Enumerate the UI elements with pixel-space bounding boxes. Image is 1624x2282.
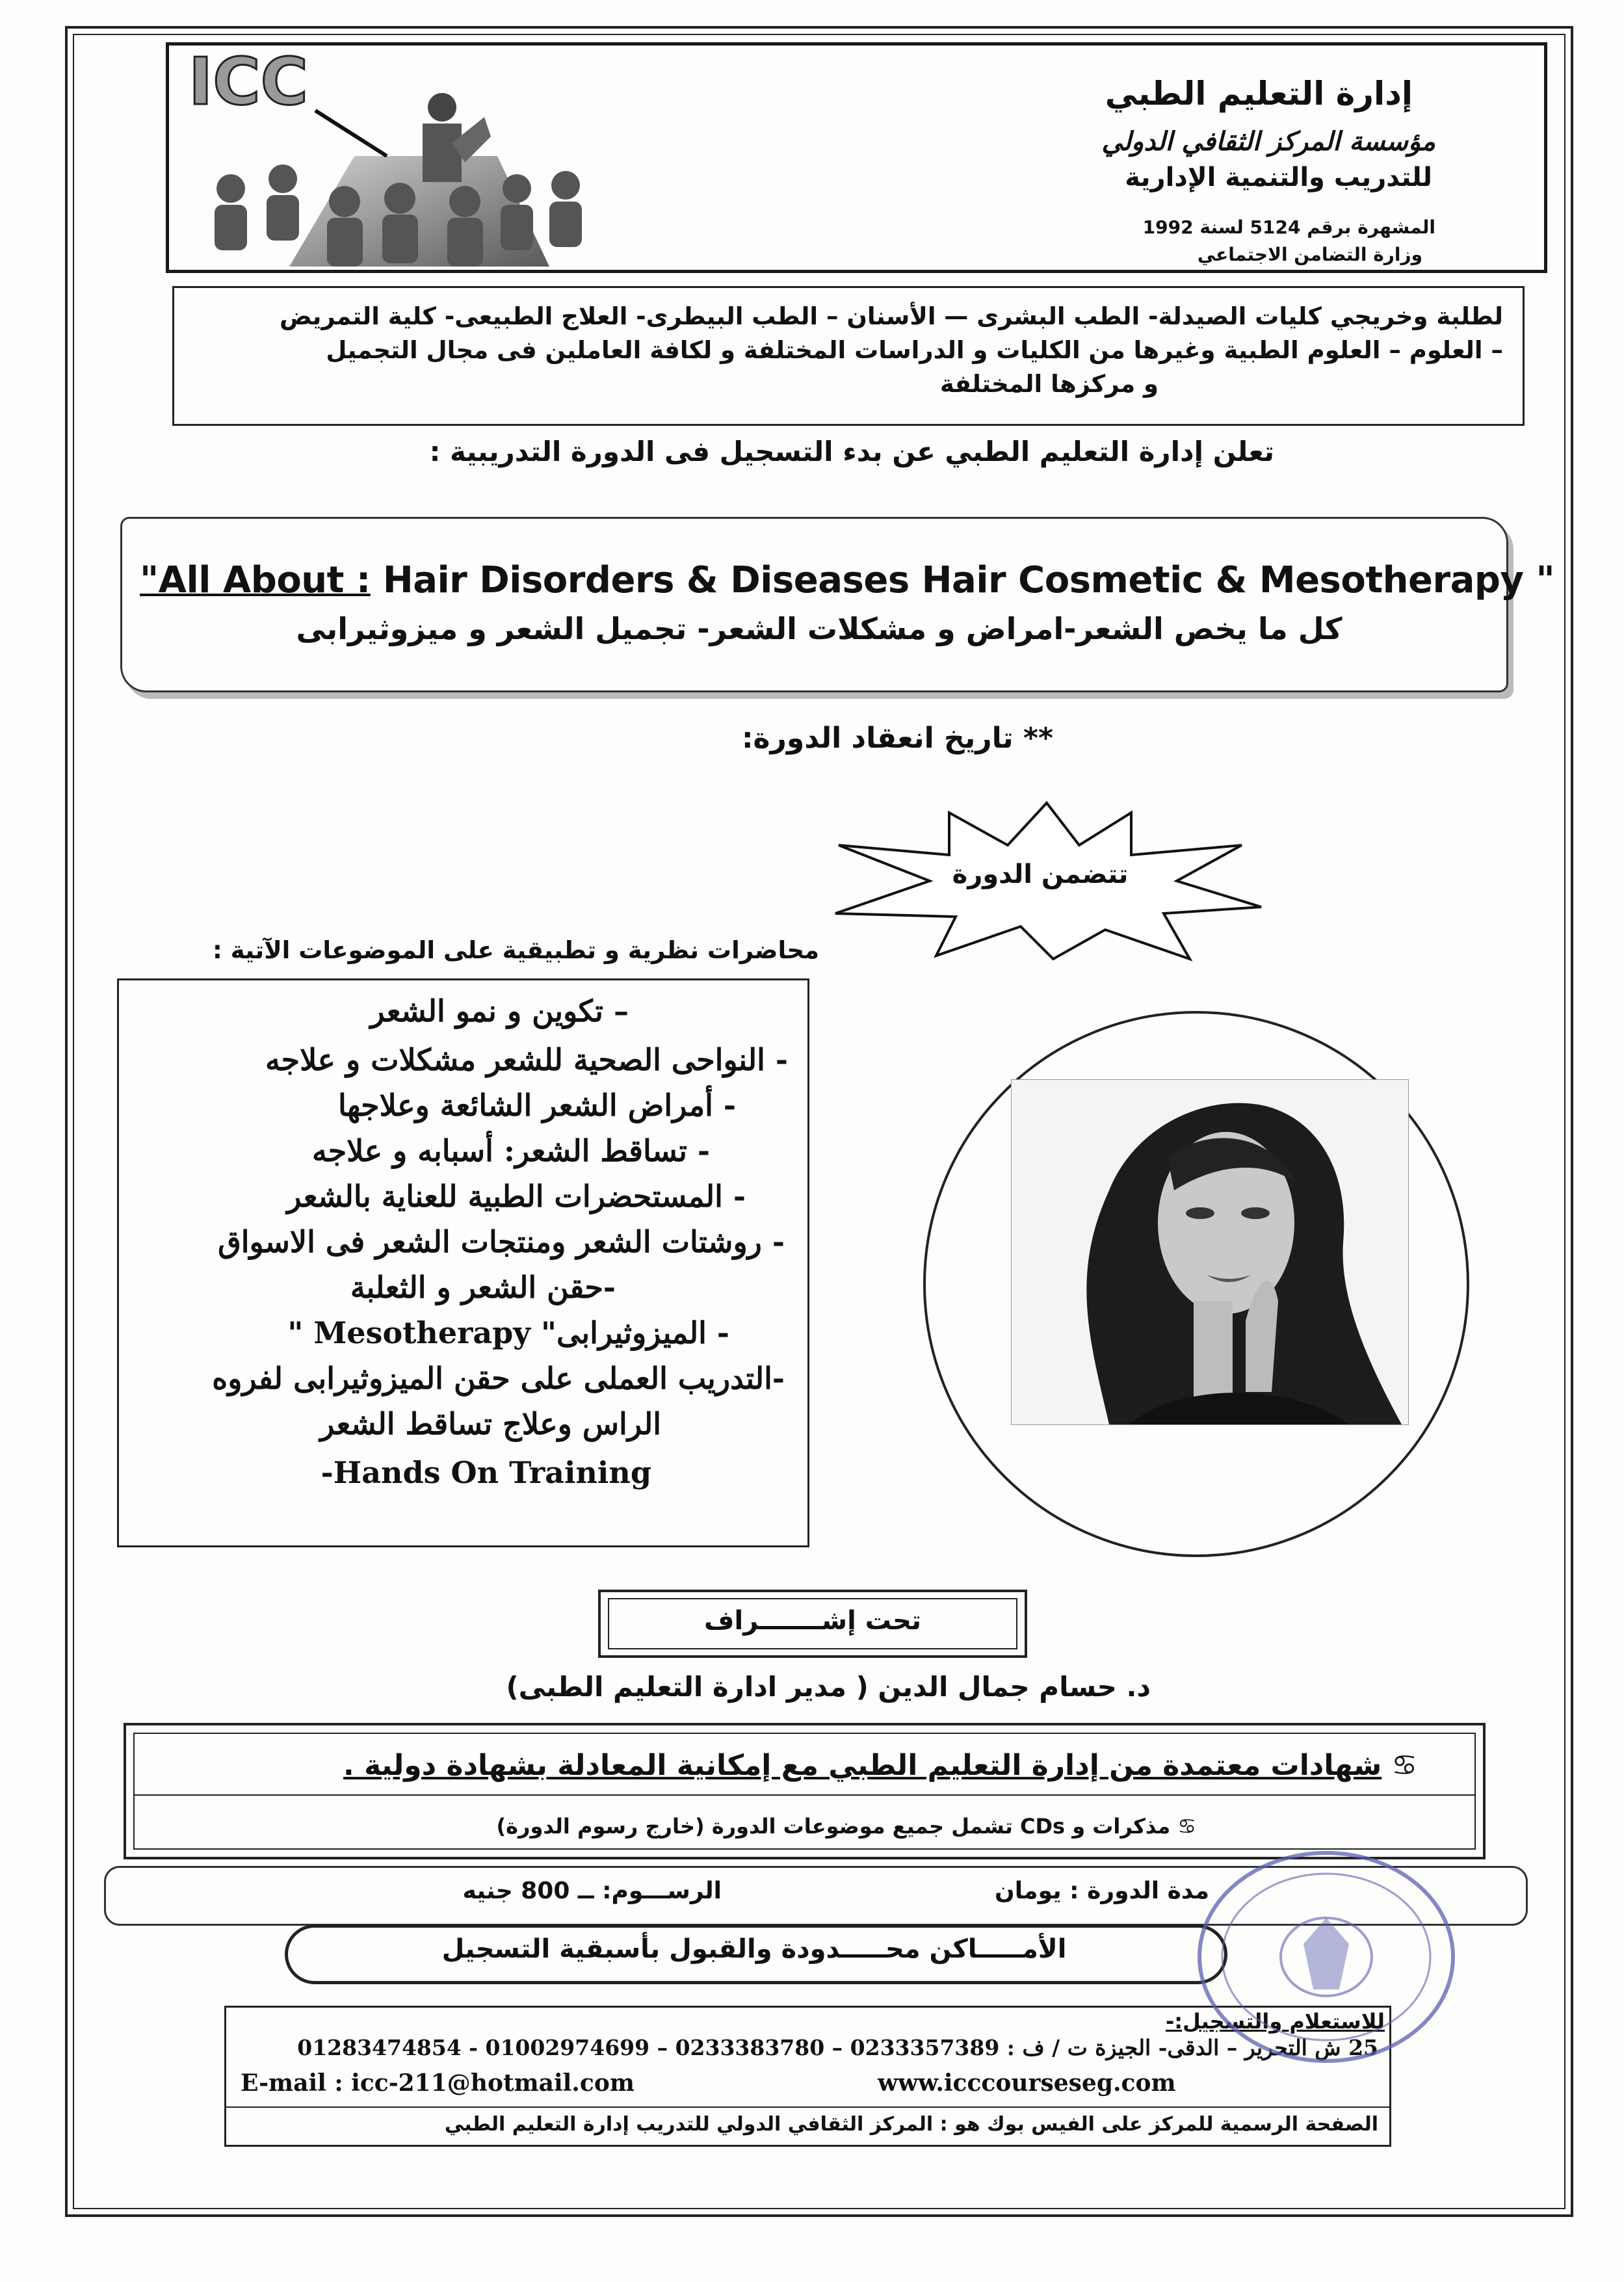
contact-heading: للاستعلام والتسجيل:- (1165, 2009, 1385, 2034)
contact-address-phones: 25 ش التحرير – الدقى- الجيزة ت / ف : 0233357389 – 0233383780 – 01002974699 - 01283474854 (297, 2035, 1378, 2060)
icc-logo (185, 46, 601, 267)
contact-divider (224, 2106, 1391, 2108)
official-stamp (1193, 1846, 1460, 2067)
topic-item: - روشتات الشعر ومنتجات الشعر فى الاسواق (218, 1224, 785, 1259)
audience-box (172, 286, 1525, 426)
course-duration: مدة الدورة : يومان (995, 1878, 1209, 1904)
topic-item: الراس وعلاج تساقط الشعر (320, 1406, 661, 1441)
contact-website[interactable]: www.icccourseseg.com (878, 2069, 1176, 2097)
lectures-label: محاضرات نظرية و تطبيقية على الموضوعات الآتية : (212, 936, 819, 964)
topic-item: - المستحضرات الطبية للعناية بالشعر (287, 1179, 746, 1214)
logo-text: ICC (189, 46, 308, 120)
topic-item: - أمراض الشعر الشائعة وعلاجها (337, 1088, 736, 1123)
contact-email[interactable]: E-mail : icc-211@hotmail.com (241, 2069, 635, 2097)
topic-item: - النواحى الصحية للشعر مشكلات و علاجه (265, 1042, 788, 1077)
topics-box (117, 978, 809, 1547)
model-photo (1011, 1079, 1409, 1425)
topic-item: -حقن الشعر و الثعلبة (350, 1270, 616, 1305)
supervision-label: تحت إشـــــــراف (704, 1606, 921, 1636)
title-english-text: Hair Disorders & Diseases Hair Cosmetic & Mesotherapy " (370, 559, 1555, 601)
org-title: إدارة التعليم الطبي (1105, 75, 1413, 112)
limited-seats-notice: الأمـــــاكن محـــــدودة والقبول بأسبقية التسجيل (441, 1934, 1067, 1964)
topic-item: – تكوين و نمو الشعر (370, 993, 629, 1029)
course-date-label: ** تاريخ انعقاد الدورة: (741, 722, 1053, 755)
audience-line-3: و مركزها المختلفة (939, 370, 1159, 398)
registration-number: المشهرة برقم 5124 لسنة 1992 (1142, 216, 1435, 238)
org-name: مؤسسة المركز الثقافي الدولي (1101, 127, 1435, 157)
org-subtitle: للتدريب والتنمية الإدارية (1125, 163, 1432, 192)
course-fees: الرســـوم: ــ 800 جنيه (462, 1878, 722, 1904)
materials-line (416, 1814, 1196, 1839)
certificate-text: شهادات معتمدة من إدارة التعليم الطبي مع إمكانية المعادلة بشهادة دولية . (343, 1749, 1382, 1782)
topic-item: - الميزوثيرابى" Mesotherapy " (287, 1315, 729, 1350)
topic-item: -Hands On Training (321, 1455, 651, 1490)
facebook-page-line: الصفحة الرسمية للمركز على الفيس بوك هو : المركز الثقافي الدولي للتدريب إدارة التعليم الطبي (444, 2113, 1378, 2136)
materials-text: مذكرات و CDs تشمل جميع موضوعات الدورة (خارج رسوم الدورة) (496, 1814, 1171, 1839)
crab-symbol-icon: ♋ (1391, 1749, 1417, 1782)
topic-item: -التدريب العملى على حقن الميزوثيرابى لفروه (212, 1361, 785, 1396)
course-title-banner (120, 517, 1508, 692)
course-title-english (140, 559, 1555, 601)
title-prefix: "All About : (140, 559, 371, 601)
course-title-arabic: كل ما يخص الشعر-امراض و مشكلات الشعر- تجميل الشعر و ميزوثيرابى (296, 611, 1342, 646)
topic-item: - تساقط الشعر: أسبابه و علاجه (312, 1133, 710, 1168)
crab-symbol-icon: ♋ (1177, 1814, 1196, 1839)
ministry-name: وزارة التضامن الاجتماعي (1197, 244, 1422, 265)
certificate-divider (133, 1794, 1476, 1796)
audience-line-2: – العلوم – العلوم الطبية وغيرها من الكليات و الدراسات المختلفة و لكافة العاملين فى مجال التجميل (326, 336, 1503, 364)
includes-label: تتضمن الدورة (952, 859, 1129, 889)
certificate-line (247, 1749, 1417, 1782)
supervisor-name: د. حسام جمال الدين ( مدير ادارة التعليم الطبى) (506, 1671, 1151, 1703)
audience-line-1: لطلبة وخريجي كليات الصيدلة- الطب البشرى — الأسنان – الطب البيطرى- العلاج الطبيعى- كلية التمريض (280, 302, 1503, 330)
announcement: تعلن إدارة التعليم الطبي عن بدء التسجيل فى الدورة التدريبية : (429, 436, 1274, 467)
